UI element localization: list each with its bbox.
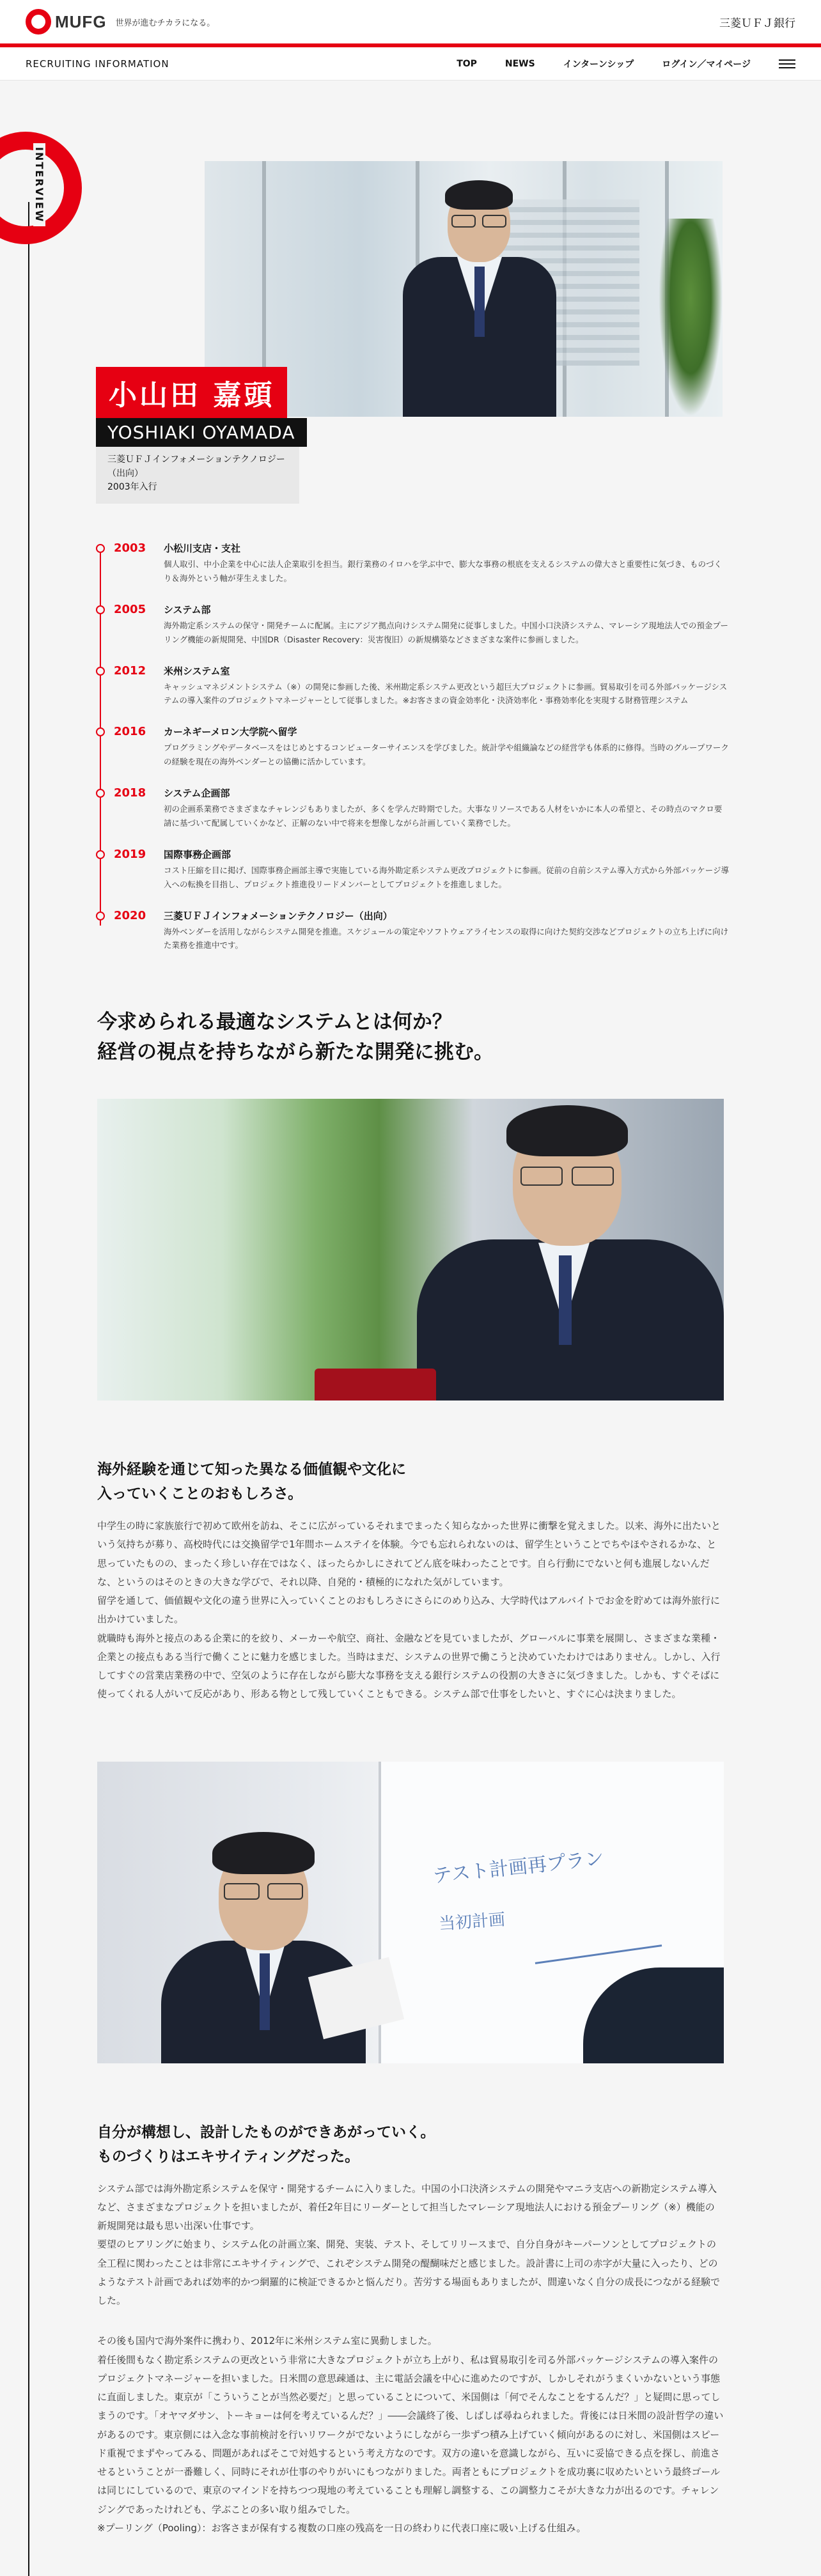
name-japanese: 小山田 嘉頭 — [96, 367, 287, 418]
timeline-dot-icon — [96, 605, 105, 614]
career-item — [96, 847, 729, 892]
career-year: 2019 — [114, 847, 146, 861]
nav-top[interactable]: TOP — [457, 58, 477, 69]
career-year: 2016 — [114, 725, 146, 739]
career-year: 2012 — [114, 663, 146, 678]
section2-title — [97, 2121, 821, 2169]
career-desc: キャッシュマネジメントシステム（※）の開発に参画した後、米州勘定系システム更改という超巨大プロジェクトに参画。貿易取引を司る外部パッケージシステムの導入案件のプロジェクトマネージャーとして従事しました。※お客さまの資金効率化・決済効率化・事務効率化を実現する財務管理システム — [164, 681, 728, 706]
profile-joined: 2003年入行 — [107, 482, 157, 493]
mufg-logo-icon — [26, 9, 51, 35]
career-item — [96, 663, 729, 708]
career-title: カーネギーメロン大学院へ留学 — [164, 726, 297, 738]
nav-login-mypage[interactable]: ログイン／マイページ — [662, 59, 751, 70]
career-item — [96, 786, 729, 830]
profile-company: 三菱ＵＦＪインフォメーションテクノロジー（出向） — [107, 454, 285, 479]
career-title: システム部 — [164, 603, 211, 616]
career-title: 国際事務企画部 — [164, 848, 231, 860]
whiteboard-text: 当初計画 — [438, 1910, 506, 1934]
lead-line: 経営の視点を持ちながら新たな開発に挑む。 — [97, 1040, 494, 1064]
left-rule — [28, 477, 29, 995]
bank-name-link[interactable]: 三菱ＵＦＪ銀行 — [719, 17, 795, 30]
left-rule — [28, 995, 29, 2576]
career-year: 2020 — [114, 908, 146, 922]
timeline-dot-icon — [96, 544, 105, 553]
career-title: 三菱ＵＦＪインフォメーションテクノロジー（出向） — [164, 910, 393, 922]
whiteboard-photo — [97, 1762, 724, 2063]
title-line: 入っていくことのおもしろさ。 — [97, 1486, 303, 1503]
brand-tagline: 世界が進むチカラになる。 — [115, 18, 215, 28]
footnote: ※プーリング（Pooling）：お客さまが保有する複数の口座の残高を一日の終わりに代表口座に吸い上げる仕組み。 — [97, 2522, 586, 2534]
title-line: 自分が構想し、設計したものができあがっていく。 — [97, 2123, 435, 2141]
person-figure — [379, 1105, 724, 1401]
career-item — [96, 541, 729, 586]
career-item — [96, 908, 729, 953]
title-line: ものづくりはエキサイティングだった。 — [97, 2148, 360, 2165]
plant — [659, 219, 723, 417]
person-silhouette — [583, 1967, 724, 2063]
career-desc: プログラミングやデータベースをはじめとするコンピューターサイエンスを学びました。統計学や組織論などの経営学も体系的に修得。当時のグループワークの経験を現在の海外ベンダーとの協働に活かしています。 — [164, 743, 729, 767]
timeline-dot-icon — [96, 667, 105, 676]
name-english: YOSHIAKI OYAMADA — [96, 418, 307, 447]
career-timeline — [0, 477, 821, 995]
site-name[interactable]: RECRUITING INFORMATION — [26, 58, 169, 70]
paragraph: 着任後間もなく勘定系システムの更改という非常に大きなプロジェクトが立ち上がり、私は貿易取引を司る外部パッケージシステムの導入案件のプロジェクトマネージャーを担いました。日米間の意思疎通は、主に電話会議を中心に進めたのですが、しかしそれがうまくいかないという事態に直面しました。東京が「こういうことが当然必要だ」と思っていることについて、米国側は「何でそんなことをするんだ？」と疑問に思ってしまうのです。「オヤマダサン、トーキョーは何を考えているんだ？」――会議終了後、しばしば尋ねられました。背後には日米間の設計哲学の違いがあるのです。東京側には入念な事前検討を行いリワークがでないようにしながら一歩ずつ積み上げていく傾向があるのに対し、米国側はスピード重視でまずやってみる、問題があればそこで対処するという考え方なのです。双方の違いを意識しながら、互いに妥協できる点を探し、前進させるということが一番難しく、同時にそれが仕事のやりがいにもつながりました。両者ともにプロジェクトを成功裏に収めたいという最終ゴールは同じにしているので、東京のマインドを持ちつつ現地の考えていることも理解し調整する、この調整力こそが大きな力が出るのです。チャレンジングであったけれども、学ぶことの多い取り組みでした。 — [97, 2354, 724, 2515]
career-desc: 初の企画系業務でさまざまなチャレンジもありましたが、多くを学んだ時期でした。大事なリソースである人材をいかに本人の希望と、その時点のマクロ要請に基づいて配属していくかなど、正解のない中で将来を想像しながら計画していく業務でした。 — [164, 804, 723, 828]
interview-article — [0, 995, 821, 2576]
career-year: 2018 — [114, 786, 146, 800]
mufg-logo[interactable] — [26, 9, 107, 35]
section-label: INTERVIEW — [33, 143, 45, 226]
career-item — [96, 602, 729, 647]
paragraph: 要望のヒアリングに始まり、システム化の計画立案、開発、実装、テスト、そしてリリースまで、自分自身がキーパーソンとしてプロジェクトの全工程に関わったことは非常にエキサイティングで、これぞシステム開発の醍醐味だと感じました。設計書に上司の赤字が大量に入ったり、どのようなテスト計画であれば効率的かつ網羅的に検証できるかと悩んだり。苦労する場面もありましたが、間違いなく自分の成長につながる経験でした。 — [97, 2238, 721, 2306]
laptop — [315, 1369, 436, 1401]
menu-icon[interactable] — [779, 59, 795, 68]
career-year: 2003 — [114, 541, 146, 555]
whiteboard-text: テスト計画再プラン — [432, 1847, 606, 1888]
global-header — [0, 0, 821, 43]
article-lead — [97, 1007, 821, 1067]
timeline-dot-icon — [96, 912, 105, 920]
timeline-dot-icon — [96, 789, 105, 798]
career-desc: 海外ベンダーを活用しながらシステム開発を推進。スケジュールの策定やソフトウェアライセンスの取得に向けた契約交渉などプロジェクトの立ち上げに向けた業務を推進中です。 — [164, 926, 729, 950]
career-title: 米州システム室 — [164, 665, 230, 677]
paragraph: システム部では海外勘定系システムを保守・開発するチームに入りました。中国の小口決済システムの開発やマニラ支店への新勘定システム導入など、さまざまなプロジェクトを担いましたが、着任2年目にリーダーとして担当したマレーシア現地法人における預金プーリング（※）機能の新規開発は最も思い出深い仕事です。 — [97, 2182, 717, 2231]
career-year: 2005 — [114, 602, 146, 616]
paragraph: 就職時も海外と接点のある企業に的を絞り、メーカーや航空、商社、金融などを見ていましたが、グローバルに事業を展開し、さまざまな業種・企業との接点もある当行で働くことに魅力を感じました。当時はまだ、システムの世界で働こうと決めていたわけではありません。しかし、入行してすぐの営業店業務の中で、空気のように存在しながら膨大な事務を支える銀行システムの役割の大きさに気づきました。しかも、すぐそばに使ってくれる人がいて反応があり、形ある物として残していくこともできる。システム部で仕事をしたいと、すぐに心は決まりました。 — [97, 1632, 721, 1700]
paragraph: 留学を通して、価値観や文化の違う世界に入っていくことのおもしろさにさらにのめり込み、大学時代はアルバイトでお金を貯めては海外旅行に出かけていました。 — [97, 1595, 720, 1626]
recruit-navbar — [0, 47, 821, 81]
career-item — [96, 724, 729, 769]
hero — [0, 81, 821, 493]
lead-line: 今求められる最適なシステムとは何か？ — [97, 1011, 452, 1034]
title-line: 海外経験を通じて知った異なる価値観や文化に — [97, 1461, 406, 1478]
whiteboard-arrow — [535, 1944, 662, 1964]
main-nav — [457, 58, 795, 70]
paragraph: 中学生の時に家族旅行で初めて欧州を訪ね、そこに広がっているそれまでまったく知らなかった世界に衝撃を覚えました。以来、海外に出たいという気持ちが募り、高校時代には交換留学で1年間ホームステイを体験。今でも忘れられないのは、留学生ということでちやほやされるかな、と思っていたものの、まったく珍しい存在ではなく、ほったらかしにされてどん底を味わったことです。自ら行動にでないと何も進展しないんだな、というのはそのときの大きな学びで、それ以降、自発的・積極的になれた気がしています。 — [97, 1520, 721, 1588]
paragraph: その後も国内で海外案件に携わり、2012年に米州システム室に異動しました。 — [97, 2335, 437, 2347]
meeting-photo — [97, 1099, 724, 1401]
nav-news[interactable]: NEWS — [504, 58, 535, 69]
career-list — [96, 541, 729, 952]
person-figure — [396, 180, 563, 417]
brand[interactable] — [26, 9, 215, 35]
section1-title — [97, 1458, 821, 1507]
person-figure — [148, 1832, 391, 2063]
whiteboard — [379, 1762, 724, 2063]
nav-internship[interactable]: インターンシップ — [563, 59, 634, 70]
career-title: システム企画部 — [164, 788, 230, 799]
section1-body — [97, 1517, 724, 1704]
career-title: 小松川支店・支社 — [164, 543, 241, 554]
left-rule — [28, 202, 29, 502]
career-desc: 個人取引、中小企業を中心に法人企業取引を担当。銀行業務のイロハを学ぶ中で、膨大な事務の根底を支えるシステムの偉大さと重要性に気づき、ものづくり＆海外という軸が芽生えました。 — [164, 559, 723, 583]
mufg-logo-text: MUFG — [55, 12, 107, 31]
section2-body — [97, 2180, 724, 2538]
career-desc: 海外勘定系システムの保守・開発チームに配属。主にアジア拠点向けシステム開発に従事しました。中国小口決済システム、マレーシア現地法人での預金プーリング機能の新規開発、中国DR（Disaster Recovery：災害復旧）の新規構築などさまざまな案件に参画しました。 — [164, 620, 729, 644]
career-desc: コスト圧縮を目に掲げ、国際事務企画部主導で実施している海外勘定系システム更改プロジェクトに参画。従前の自前システム導入方式から外部パッケージ導入への転換を目指し、プロジェクト推進役リードメンバーとしてプロジェクトを推進しました。 — [164, 865, 730, 889]
timeline-dot-icon — [96, 850, 105, 859]
